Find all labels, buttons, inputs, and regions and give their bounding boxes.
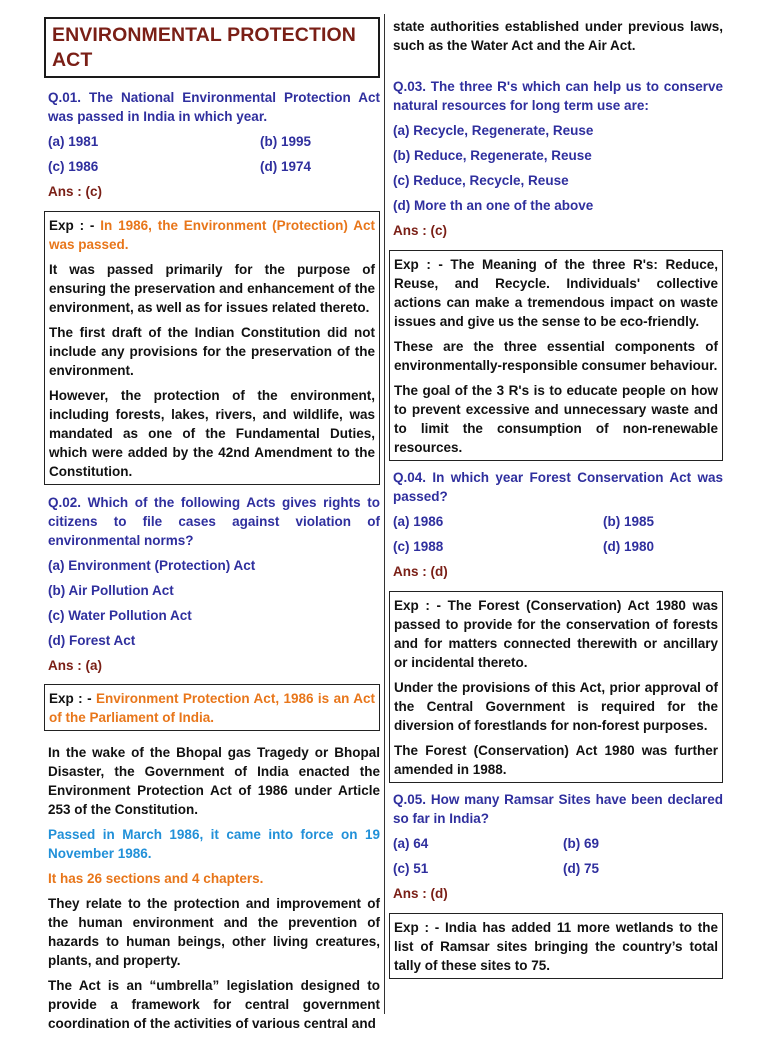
- paragraph-continued: state authorities established under previous laws, such as the Water Act and the Air Act.: [393, 19, 723, 53]
- option-2d: (d) Forest Act: [48, 633, 136, 648]
- exp-paragraph: Exp : - The Forest (Conservation) Act 1980 was passed to provide for the conservation of forests and for matters connected therewith or ancillary or incidental thereto.: [394, 598, 718, 670]
- option-5c: (c) 51: [393, 861, 429, 876]
- question-3: Q.03. The three R's which can help us to conserve natural resources for long term use are:: [393, 79, 723, 113]
- question-5-options: [393, 834, 723, 878]
- option-1c: (c) 1986: [48, 159, 99, 174]
- left-column: [44, 0, 380, 1039]
- option-2a: (a) Environment (Protection) Act: [48, 558, 256, 573]
- exp-paragraph: Exp : - India has added 11 more wetlands to the list of Ramsar sites bringing the country’s total tally of these sites to 75.: [394, 920, 718, 973]
- explanation-3: [389, 250, 723, 461]
- exp-paragraph: However, the protection of the environment, including forests, lakes, rivers, and wildlife, was mandated as one of the Fundamental Duties, which were added by the 42nd Amendment to the Constitution.: [49, 388, 375, 479]
- exp-paragraph: Under the provisions of this Act, prior approval of the Central Government is required for the diversion of forestlands for non-forest purposes.: [394, 680, 718, 733]
- column-divider: [384, 14, 385, 1014]
- question-3-options: [393, 121, 723, 215]
- option-2b: (b) Air Pollution Act: [48, 583, 174, 598]
- exp-highlight: In 1986, the Environment (Protection) Act was passed.: [49, 218, 375, 252]
- option-1b: (b) 1995: [260, 134, 312, 149]
- paragraph: In the wake of the Bhopal gas Tragedy or Bhopal Disaster, the Government of India enacted the Environment Protection Act of 1986 under Article 253 of the Constitution.: [48, 745, 380, 817]
- answer-2: Ans : (a): [48, 658, 102, 673]
- option-5a: (a) 64: [393, 836, 429, 851]
- paragraph-highlight-orange: It has 26 sections and 4 chapters.: [48, 871, 264, 886]
- question-1: Q.01. The National Environmental Protection Act was passed in India in which year.: [48, 90, 380, 124]
- option-4b: (b) 1985: [603, 514, 655, 529]
- option-4a: (a) 1986: [393, 514, 444, 529]
- exp-paragraph: These are the three essential components of environmentally-responsible consumer behaviour.: [394, 339, 718, 373]
- option-1a: (a) 1981: [48, 134, 99, 149]
- exp-paragraph: Exp : - The Meaning of the three R's: Reduce, Reuse, and Recycle. Individuals' collective actions can make a tremendous impact on waste issues and give us the sense to be eco-friendly.: [394, 257, 718, 329]
- explanation-1: [44, 211, 380, 485]
- exp-paragraph: The Forest (Conservation) Act 1980 was further amended in 1988.: [394, 743, 718, 777]
- option-1d: (d) 1974: [260, 159, 312, 174]
- right-column: [389, 0, 723, 979]
- title-box: [44, 17, 380, 78]
- exp-paragraph: The first draft of the Indian Constitution did not include any provisions for the preservation of the environment.: [49, 325, 375, 378]
- option-5b: (b) 69: [563, 836, 600, 851]
- explanation-2: [44, 684, 380, 731]
- paragraph: The Act is an “umbrella” legislation designed to provide a framework for central government coordination of the activities of various central and: [48, 978, 380, 1031]
- option-4c: (c) 1988: [393, 539, 444, 554]
- option-3a: (a) Recycle, Regenerate, Reuse: [393, 123, 594, 138]
- explanation-5: [389, 913, 723, 979]
- answer-5: Ans : (d): [393, 886, 448, 901]
- question-5: Q.05. How many Ramsar Sites have been declared so far in India?: [393, 792, 723, 826]
- question-2-options: [48, 556, 380, 650]
- exp-highlight: Environment Protection Act, 1986 is an Act of the Parliament of India.: [49, 691, 375, 725]
- question-4: Q.04. In which year Forest Conservation Act was passed?: [393, 470, 723, 504]
- question-4-options: [393, 512, 723, 556]
- page-title: ENVIRONMENTAL PROTECTION ACT: [52, 24, 356, 71]
- option-3c: (c) Reduce, Recycle, Reuse: [393, 173, 569, 188]
- option-4d: (d) 1980: [603, 539, 655, 554]
- paragraph-highlight-blue: Passed in March 1986, it came into force on 19 November 1986.: [48, 827, 380, 861]
- explanation-4: [389, 591, 723, 783]
- exp-paragraph: It was passed primarily for the purpose of ensuring the preservation and enhancement of the environment, as well as for issues related thereto.: [49, 262, 375, 315]
- option-5d: (d) 75: [563, 861, 600, 876]
- option-2c: (c) Water Pollution Act: [48, 608, 192, 623]
- option-3b: (b) Reduce, Regenerate, Reuse: [393, 148, 592, 163]
- option-3d: (d) More th an one of the above: [393, 198, 594, 213]
- answer-3: Ans : (c): [393, 223, 447, 238]
- question-1-options: [48, 132, 380, 176]
- question-2: Q.02. Which of the following Acts gives rights to citizens to file cases against violation of environmental norms?: [48, 495, 380, 548]
- answer-4: Ans : (d): [393, 564, 448, 579]
- exp-label: Exp : -: [49, 691, 96, 706]
- exp-label: Exp : -: [49, 218, 101, 233]
- paragraph: They relate to the protection and improvement of the human environment and the prevention of hazards to human beings, other living creatures, plants, and property.: [48, 896, 380, 968]
- answer-1: Ans : (c): [48, 184, 102, 199]
- exp-paragraph: The goal of the 3 R's is to educate people on how to prevent excessive and unnecessary waste and to limit the consumption of non-renewable resources.: [394, 383, 718, 455]
